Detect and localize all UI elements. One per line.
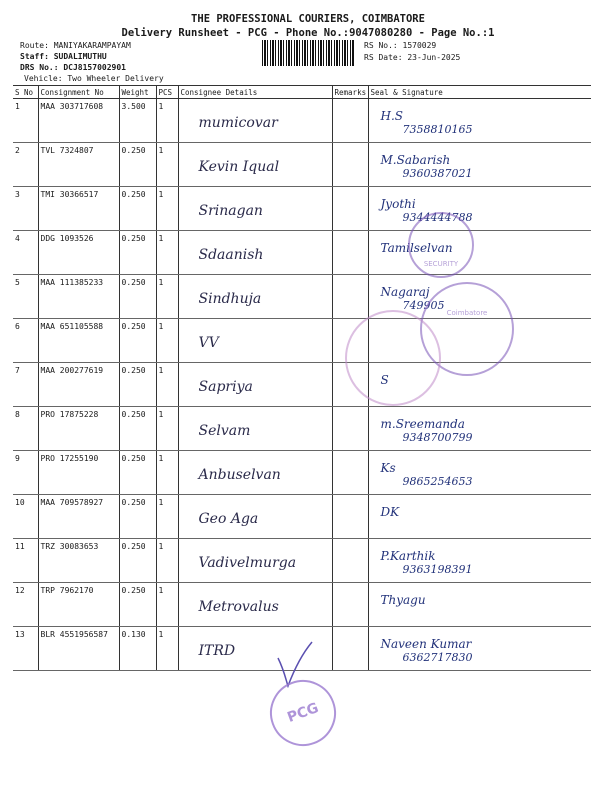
row-consignee [178,275,332,319]
row-sno: 11 [13,539,38,583]
row-sno: 9 [13,451,38,495]
row-sno: 5 [13,275,38,319]
row-consignment-no: PRO 17875228 [38,407,119,451]
handwritten-consignee: Kevin Iqual [198,159,280,175]
row-consignment-no: MAA 111385233 [38,275,119,319]
row-consignment-no: DDG 1093526 [38,231,119,275]
row-weight: 0.250 [119,275,156,319]
row-remarks [332,627,368,671]
row-signature [368,143,591,187]
row-consignment-no: MAA 709578927 [38,495,119,539]
handwritten-signature: S [380,373,389,387]
table-row [13,231,591,275]
delivery-table [13,85,591,671]
col-pcs: PCS [156,86,178,99]
row-sno: 7 [13,363,38,407]
staff-label: Staff: SUDALIMUTHU [20,52,107,61]
col-sno: S No [13,86,38,99]
row-weight: 0.250 [119,187,156,231]
row-remarks [332,407,368,451]
handwritten-consignee: VV [198,335,219,351]
row-consignee [178,99,332,143]
row-remarks [332,275,368,319]
row-pcs: 1 [156,187,178,231]
row-weight: 0.250 [119,363,156,407]
handwritten-signature: H.S [380,109,403,123]
row-remarks [332,583,368,627]
security-stamp-text: SECURITY [423,260,459,268]
coimbatore-stamp-text: Coimbatore [446,309,488,317]
handwritten-consignee: Sapriya [198,379,253,395]
row-sno: 2 [13,143,38,187]
row-signature [368,583,591,627]
row-consignment-no: TVL 7324807 [38,143,119,187]
row-remarks [332,99,368,143]
row-sno: 12 [13,583,38,627]
security-stamp [408,212,474,278]
handwritten-signature: Tamilselvan [380,241,453,255]
row-consignment-no: BLR 4551956587 [38,627,119,671]
handwritten-consignee: Sindhuja [198,291,262,307]
handwritten-phone: 7358810165 [402,123,473,136]
table-row [13,187,591,231]
row-weight: 0.250 [119,583,156,627]
handwritten-signature: m.Sreemanda [380,417,465,431]
handwritten-signature: Ks [380,461,396,475]
row-weight: 0.250 [119,495,156,539]
row-consignment-no: TRP 7962170 [38,583,119,627]
col-remarks: Remarks [332,86,368,99]
row-pcs: 1 [156,583,178,627]
row-consignee [178,451,332,495]
barcode [262,40,354,66]
row-pcs: 1 [156,539,178,583]
row-signature [368,407,591,451]
row-weight: 0.250 [119,451,156,495]
table-row [13,495,591,539]
row-signature [368,99,591,143]
row-signature [368,627,591,671]
row-consignment-no: MAA 651105588 [38,319,119,363]
handwritten-consignee: Metrovalus [198,599,279,615]
row-sno: 4 [13,231,38,275]
row-pcs: 1 [156,363,178,407]
handwritten-phone: 749905 [402,299,445,312]
row-weight: 0.250 [119,319,156,363]
row-consignee [178,407,332,451]
row-pcs: 1 [156,319,178,363]
handwritten-signature: Naveen Kumar [380,637,472,651]
row-weight: 3.500 [119,99,156,143]
col-consignee: Consignee Details [178,86,332,99]
company-title: THE PROFESSIONAL COURIERS, COIMBATORE [191,13,425,25]
pcg-stamp-text: PCG [285,700,321,726]
row-signature [368,539,591,583]
handwritten-signature: DK [380,505,400,519]
row-pcs: 1 [156,231,178,275]
row-consignment-no: TMI 30366517 [38,187,119,231]
row-consignment-no: MAA 200277619 [38,363,119,407]
handwritten-consignee: ITRD [198,643,236,659]
row-sno: 10 [13,495,38,539]
row-weight: 0.250 [119,231,156,275]
rs-number: RS No.: 1570029 [364,41,437,50]
row-consignee [178,363,332,407]
handwritten-consignee: Selvam [198,423,251,439]
table-row [13,407,591,451]
row-remarks [332,187,368,231]
rs-date: RS Date: 23-Jun-2025 [364,53,461,62]
table-row [13,99,591,143]
vehicle-label: Vehicle: Two Wheeler Delivery [24,74,164,83]
handwritten-phone: 9360387021 [402,167,473,180]
row-remarks [332,495,368,539]
table-row [13,363,591,407]
col-seal: Seal & Signature [368,86,591,99]
route-label: Route: MANIYAKARAMPAYAM [20,41,131,50]
table-row [13,143,591,187]
row-consignment-no: PRO 17255190 [38,451,119,495]
row-pcs: 1 [156,627,178,671]
runsheet-subtitle: Delivery Runsheet - PCG - Phone No.:9047080280 - Page No.:1 [121,27,495,39]
row-remarks [332,539,368,583]
row-consignee [178,495,332,539]
col-consignment: Consignment No [38,86,119,99]
row-remarks [332,451,368,495]
handwritten-phone: 9865254653 [402,475,473,488]
row-pcs: 1 [156,275,178,319]
handwritten-signature: Jyothi [380,197,416,211]
handwritten-signature: M.Sabarish [380,153,451,167]
row-consignee [178,143,332,187]
row-signature [368,495,591,539]
handwritten-signature: Thyagu [380,593,426,607]
drs-number: DRS No.: DCJ8157002901 [20,63,126,72]
handwritten-phone: 9344444788 [402,211,473,224]
row-signature [368,451,591,495]
handwritten-phone: 9363198391 [402,563,473,576]
row-consignment-no: TRZ 30083653 [38,539,119,583]
round-seal-stamp [345,310,441,406]
table-row [13,451,591,495]
table-row [13,583,591,627]
row-sno: 8 [13,407,38,451]
handwritten-phone: 9348700799 [402,431,473,444]
row-weight: 0.250 [119,143,156,187]
handwritten-consignee: Vadivelmurga [198,555,297,571]
handwritten-consignee: mumicovar [198,115,278,131]
handwritten-signature: Nagaraj [380,285,430,299]
row-signature [368,187,591,231]
handwritten-phone: 6362717830 [402,651,473,664]
row-consignee [178,583,332,627]
handwritten-consignee: Srinagan [198,203,263,219]
row-weight: 0.250 [119,407,156,451]
table-row [13,539,591,583]
row-remarks [332,143,368,187]
row-sno: 6 [13,319,38,363]
row-pcs: 1 [156,143,178,187]
row-sno: 1 [13,99,38,143]
row-sno: 3 [13,187,38,231]
row-weight: 0.250 [119,539,156,583]
row-sno: 13 [13,627,38,671]
handwritten-consignee: Anbuselvan [198,467,281,483]
row-pcs: 1 [156,495,178,539]
row-consignee [178,319,332,363]
row-consignment-no: MAA 303717608 [38,99,119,143]
row-signature [368,231,591,275]
row-remarks [332,231,368,275]
row-pcs: 1 [156,451,178,495]
row-consignee [178,539,332,583]
row-consignee [178,187,332,231]
row-pcs: 1 [156,99,178,143]
row-weight: 0.130 [119,627,156,671]
handwritten-consignee: Geo Aga [198,511,259,527]
col-weight: Weight [119,86,156,99]
row-pcs: 1 [156,407,178,451]
handwritten-signature: P.Karthik [380,549,436,563]
handwritten-consignee: Sdaanish [198,247,264,263]
table-header-row [13,86,591,99]
row-consignee [178,231,332,275]
